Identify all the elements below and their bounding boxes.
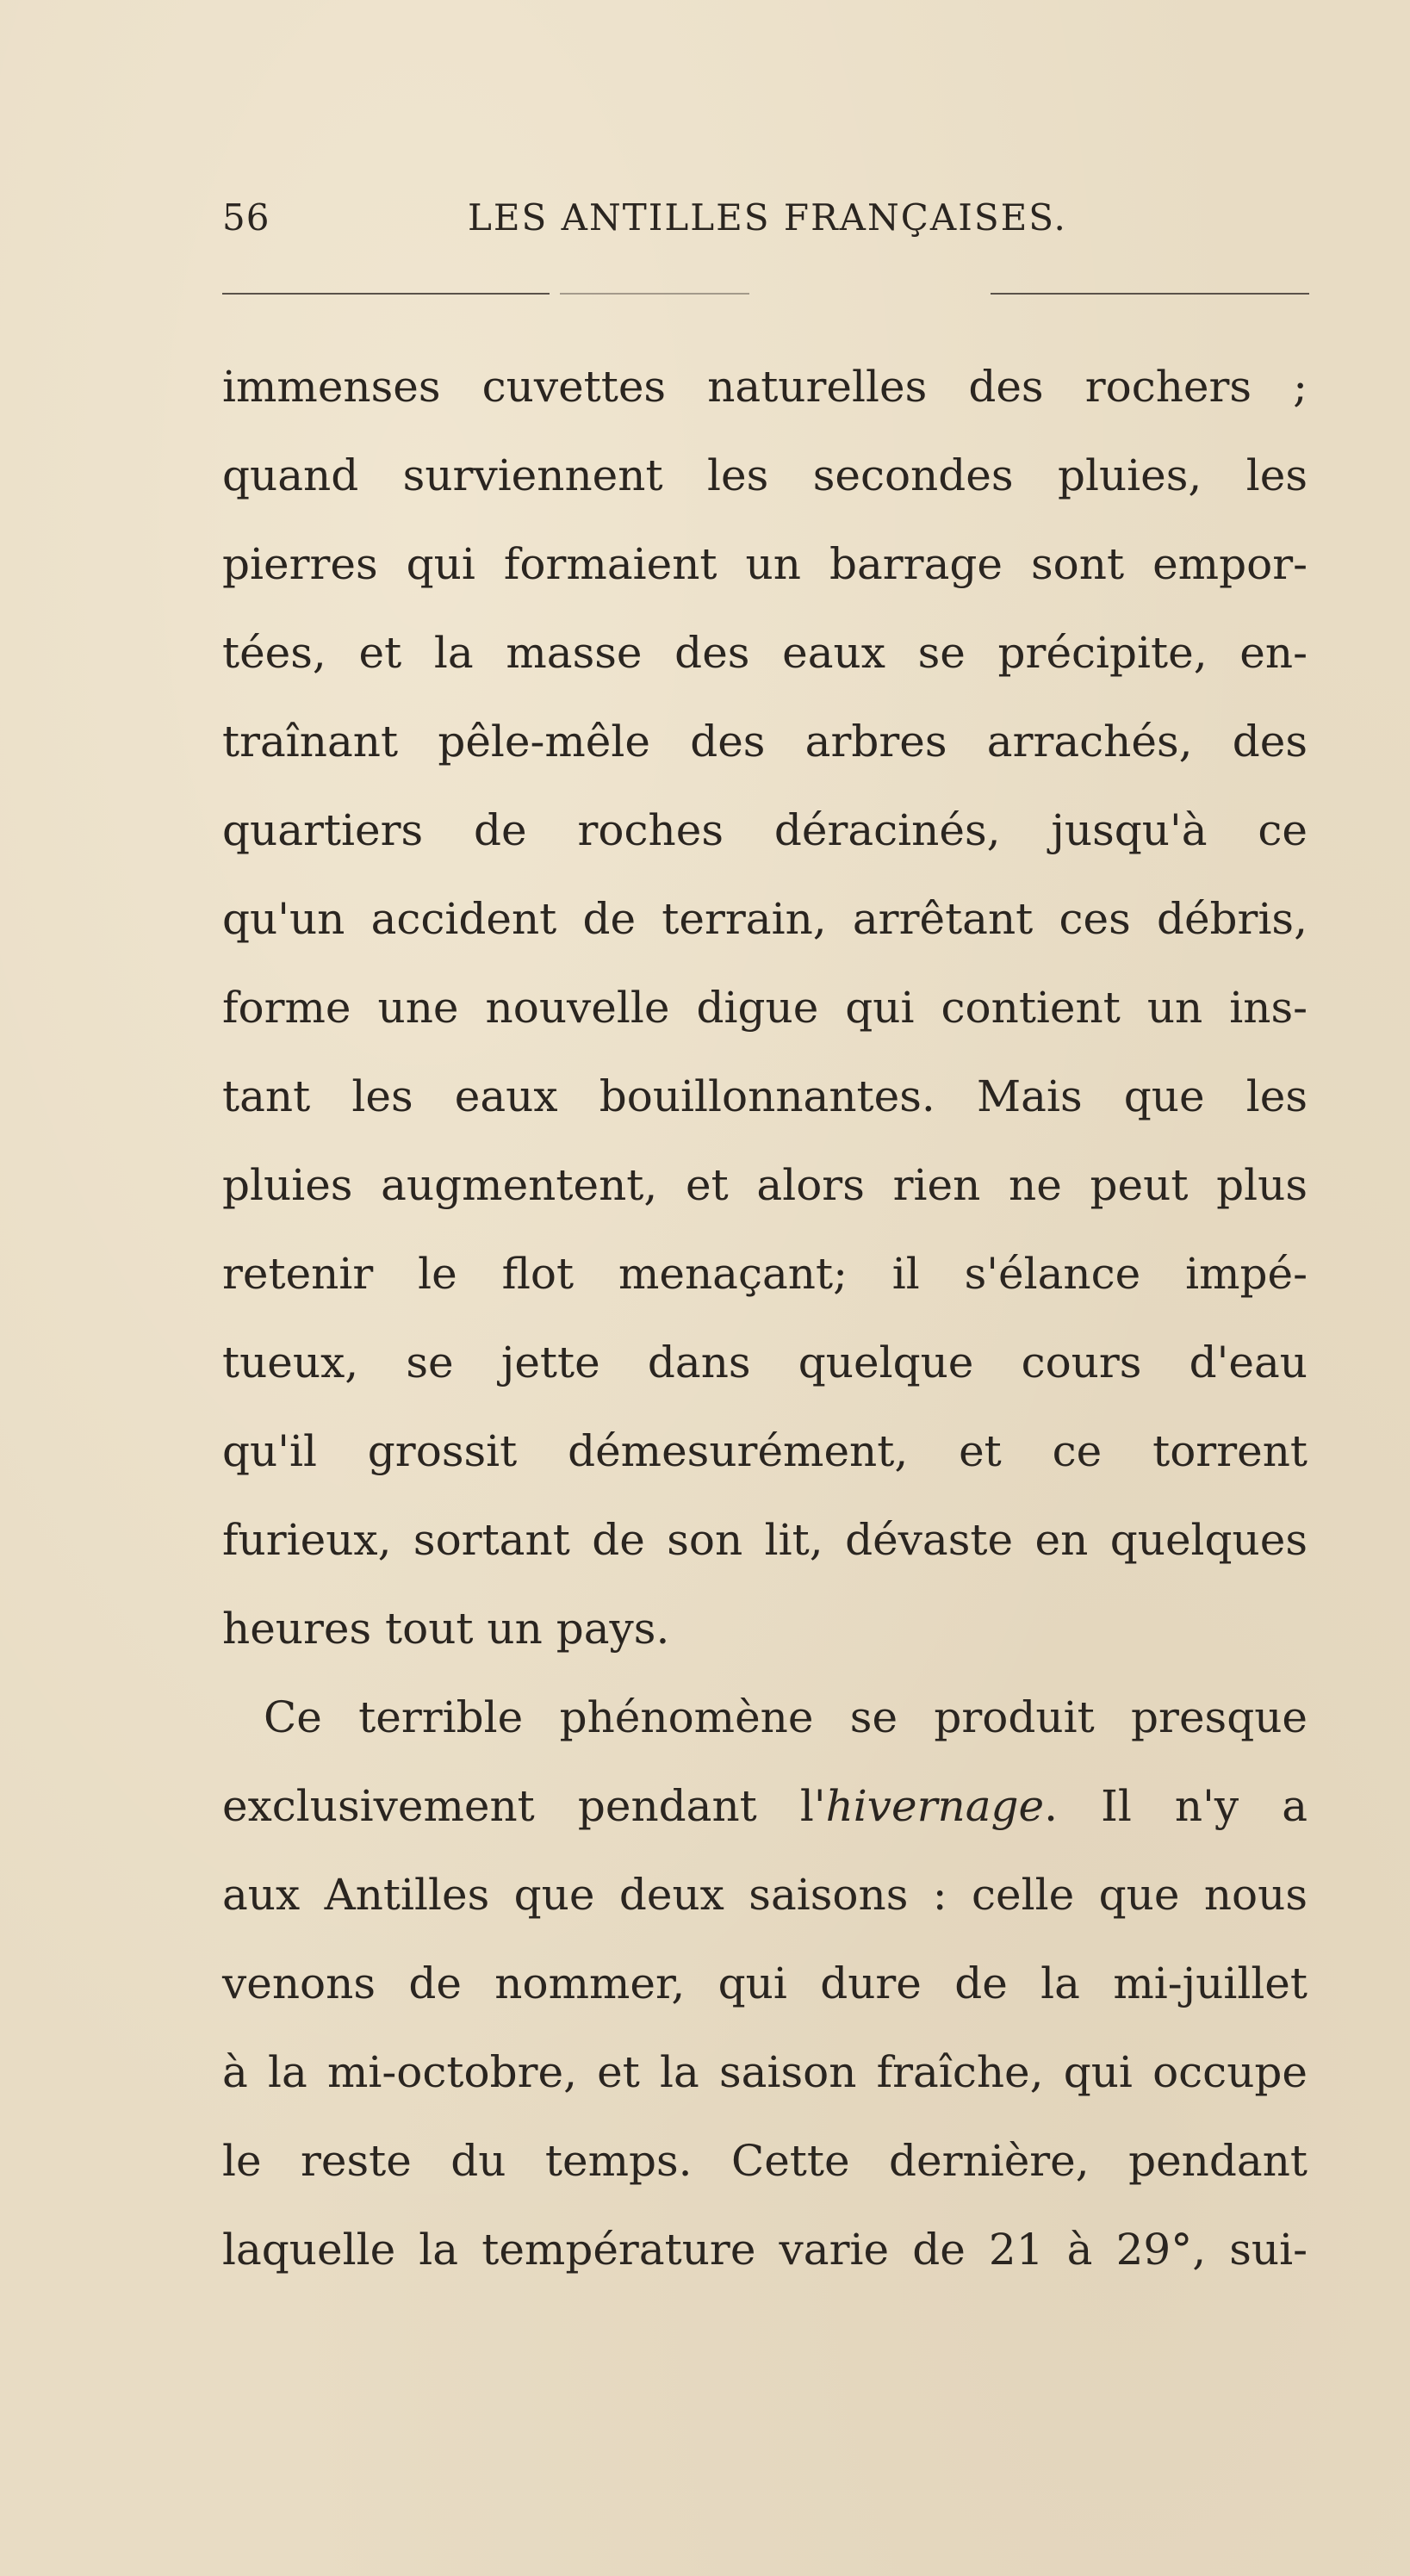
header-rule	[560, 293, 749, 295]
text-segment: . Il n'y a	[1044, 1781, 1308, 1831]
text-line: pluies augmentent, et alors rien ne peut plus	[222, 1160, 1308, 1210]
running-title: LES ANTILLES FRANÇAISES.	[468, 196, 1067, 239]
text-line: Ce terrible phénomène se produit presque	[264, 1692, 1308, 1742]
text-line: forme une nouvelle digue qui contient un ins-	[222, 983, 1308, 1033]
text-line: aux Antilles que deux saisons : celle que nous	[222, 1870, 1308, 1920]
page-number: 56	[222, 196, 270, 239]
running-head	[222, 196, 1308, 248]
text-line	[222, 1762, 1308, 1851]
header-rule	[222, 293, 550, 295]
body-text	[222, 343, 1308, 2294]
italic-term: hivernage	[825, 1781, 1045, 1831]
text-line: laquelle la température varie de 21 à 29°, sui-	[222, 2225, 1308, 2275]
text-line: traînant pêle-mêle des arbres arrachés, des	[222, 717, 1308, 767]
text-line: pierres qui formaient un barrage sont empor-	[222, 539, 1308, 589]
text-line: heures tout un pays.	[222, 1604, 670, 1654]
text-line: le reste du temps. Cette dernière, pendant	[222, 2136, 1308, 2186]
header-rule	[991, 293, 1309, 295]
text-line: qu'un accident de terrain, arrêtant ces débris,	[222, 894, 1308, 944]
text-line: quartiers de roches déracinés, jusqu'à ce	[222, 805, 1308, 855]
text-line: retenir le flot menaçant; il s'élance impé-	[222, 1249, 1308, 1299]
text-line: furieux, sortant de son lit, dévaste en quelques	[222, 1515, 1308, 1565]
text-line: à la mi-octobre, et la saison fraîche, qui occupe	[222, 2047, 1308, 2097]
text-line: tueux, se jette dans quelque cours d'eau	[222, 1338, 1308, 1387]
text-line: venons de nommer, qui dure de la mi-juillet	[222, 1958, 1308, 2008]
text-segment: exclusivement pendant l'	[222, 1781, 826, 1831]
text-line: tant les eaux bouillonnantes. Mais que les	[222, 1071, 1308, 1121]
text-line: tées, et la masse des eaux se précipite, en-	[222, 628, 1308, 678]
text-line: qu'il grossit démesurément, et ce torrent	[222, 1426, 1308, 1476]
text-line: quand surviennent les secondes pluies, les	[222, 450, 1308, 500]
text-line: immenses cuvettes naturelles des rochers ;	[222, 362, 1308, 412]
